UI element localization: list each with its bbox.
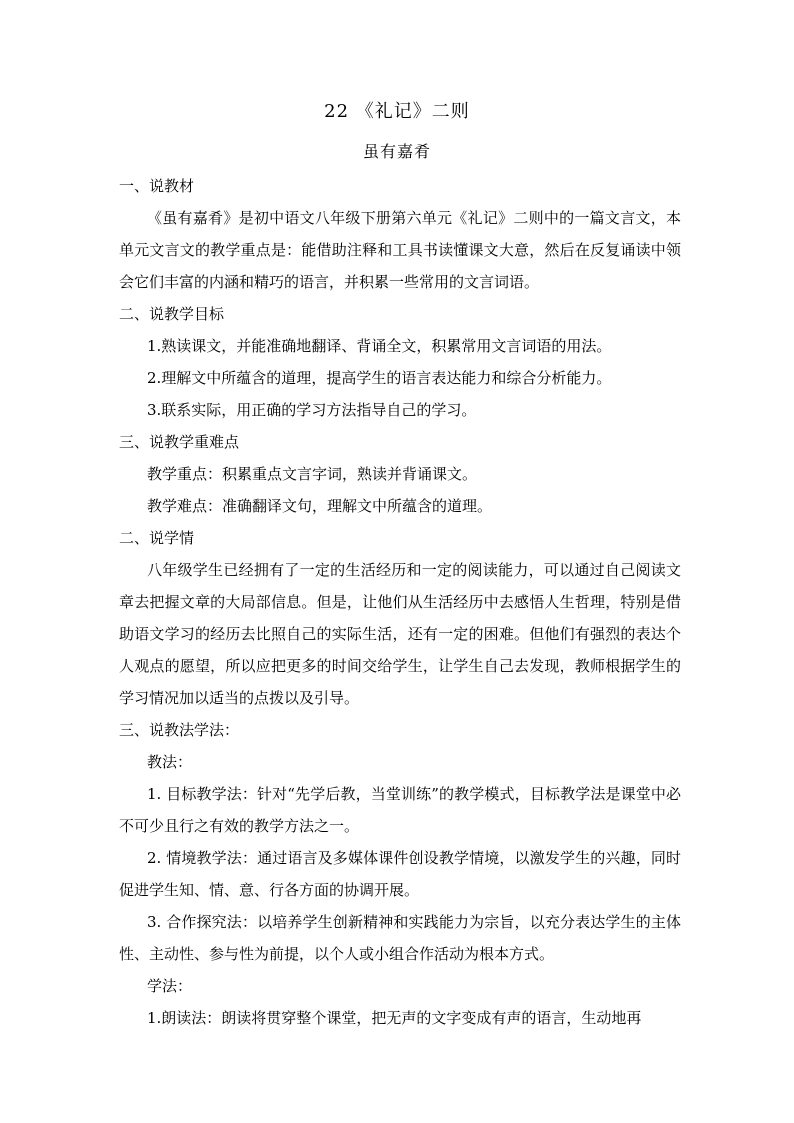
page-subtitle: 虽有嘉肴 bbox=[362, 142, 431, 161]
paragraph-students: 八年级学生已经拥有了一定的生活经历和一定的阅读能力，可以通过自己阅读文章去把握文章的大局部信息。但是，让他们从生活经历中去感悟人生哲理，特别是借助语文学习的经历去比照自己的实际生活，还有一定的困难。但他们有强烈的表达个人观点的愿望，所以应把更多的时间交给学生，让学生自己去发现，教师根据学生的学习情况加以适当的点拨以及引导。 bbox=[119, 561, 681, 707]
section-heading-key-points: 三、说教学重难点 bbox=[119, 433, 240, 451]
page-title: 22 《礼记》二则 bbox=[324, 101, 470, 122]
learning-method-item: 1.朗读法：朗读将贯穿整个课堂，把无声的文字变成有声的语言，生动地再 bbox=[147, 1009, 642, 1027]
teaching-method-label: 教法： bbox=[147, 753, 193, 771]
teaching-method-item: 2. 情境教学法：通过语言及多媒体课件创设教学情境，以激发学生的兴趣，同时促进学生知、情、意、行各方面的协调开展。 bbox=[119, 849, 681, 899]
goal-item: 2.理解文中所蕴含的道理，提高学生的语言表达能力和综合分析能力。 bbox=[147, 369, 612, 387]
section-heading-methods: 三、说教法学法： bbox=[119, 721, 240, 739]
section-heading-goals: 二、说教学目标 bbox=[119, 305, 225, 323]
learning-method-label: 学法： bbox=[147, 977, 193, 995]
paragraph-textbook: 《虽有嘉肴》是初中语文八年级下册第六单元《礼记》二则中的一篇文言文，本单元文言文的教学重点是：能借助注释和工具书读懂课文大意，然后在反复诵读中领会它们丰富的内涵和精巧的语言，并积累一些常用的文言词语。 bbox=[119, 209, 681, 291]
teaching-method-item: 3. 合作探究法：以培养学生创新精神和实践能力为宗旨，以充分表达学生的主体性、主动性、参与性为前提，以个人或小组合作活动为根本方式。 bbox=[119, 913, 681, 963]
key-point-item: 教学难点：准确翻译文句，理解文中所蕴含的道理。 bbox=[147, 497, 493, 515]
goal-item: 3.联系实际，用正确的学习方法指导自己的学习。 bbox=[147, 401, 477, 419]
teaching-method-item: 1. 目标教学法：针对“先学后教，当堂训练”的教学模式，目标教学法是课堂中必不可少且行之有效的教学方法之一。 bbox=[119, 785, 681, 835]
document-body bbox=[119, 170, 681, 1034]
goal-item: 1.熟读课文，并能准确地翻译、背诵全文，积累常用文言词语的用法。 bbox=[147, 337, 612, 355]
section-heading-textbook: 一、说教材 bbox=[119, 177, 195, 195]
section-heading-students: 二、说学情 bbox=[119, 529, 195, 547]
key-point-item: 教学重点：积累重点文言字词，熟读并背诵课文。 bbox=[147, 465, 478, 483]
